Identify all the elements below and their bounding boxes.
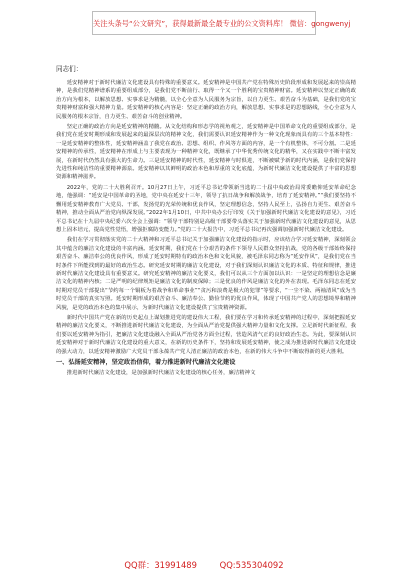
document-body [56, 64, 356, 540]
paragraph: 推进新时代廉洁文化建设，是加强新时代廉洁文化建设的核心任务，廉洁精神文 [66, 370, 256, 376]
paragraph: 2022年，党的二十大胜利召开。10月27日上午，习近平总书记带领新当选的二十届中央政治局常委瞻仰延安革命纪念地，他强调：“延安是中国革命的圣地，党中央在延安十三年，领导了抗日战争和解放战争，培育了延安精神。”“我们要坚持不懈用延安精神教育广大党员、干部，发扬党的光荣传统和优良作风，坚定理想信念，坚持人民至上，弘扬自力更生、艰苦奋斗精神，推动全面从严治党向纵深发展。”2022年1月10日，中共中央办公厅印发《关于加强新时代廉洁文化建设的意见》，习近平总书记在十九届中央纪委六次全会上强调：“领导干部特别是高级干部要带头落实关于加强新时代廉洁文化建设的意见，从思想上固本培元，提高党性觉悟，增强拒腐防变能力。”党的二十大报告中，习近平总书记再次强调加强新时代廉洁文化建设。 [56, 184, 356, 233]
paragraph: 延安精神对于新时代廉洁文化建设具有特殊的重要意义。延安精神是中国共产党在特殊历史阶段形成和发展起来的崇高精神，是我们党精神谱系的重要组成部分，是我们党不断前行、取得一个又一个胜利的宝贵精神财富。延安精神以坚定正确的政治方向为根本，以解放思想、实事求是为精髓，以全心全意为人民服务为宗旨，以自力更生、艰苦奋斗为基础，是我们党的宝贵精神财富和强大精神力量。延安精神的核心内容是：坚定正确的政治方向，解放思想、实事求是的思想路线，全心全意为人民服务的根本宗旨，自力更生、艰苦奋斗的创业精神。 [56, 80, 356, 120]
greeting: 同志们： [56, 65, 83, 73]
qq-group-number: QQ群：31991489 [124, 560, 197, 570]
qq-number: QQ:535304092 [219, 560, 284, 570]
contact-footer [0, 556, 408, 574]
section-heading: 一、弘扬延安精神，坚定政治信仰，着力推进新时代廉洁文化建设 [56, 359, 236, 366]
promo-banner: 关注头条号“公文研究”，获得最新最全最专业的公文资料库！ 微信：gongwenyj [92, 11, 316, 35]
paragraph: 坚定正确的政治方向是延安精神的精髓。从文化结构和形态学的视角观之，延安精神是中国革命文化的重要组成部分，是我们党在延安时期形成和发展起来的最深层次的精神文化，我们需要认识延安精神作为一种文化现象而具有的三个基本特性：一是延安精神的整体性，延安精神涵盖了我党在政治、思想、组织、作风等方面的内容，是一个有机整体，不可分割。二是延安精神的传承性，延安精神在形成上与主要表现为一种精神文化，既继承了中华优秀传统文化的精华，又在实践中不断丰富发展，在新时代仍然具有强大的生命力。三是延安精神的时代性，延安精神与时俱进，不断被赋予新的时代内涵，是我们党保持先进性和纯洁性的重要精神源泉。延安精神以其鲜明的政治本色和厚重的文化底蕴，为新时代廉洁文化建设提供了丰富的思想资源和精神滋养。 [56, 124, 356, 181]
paragraph: 新时代中国共产党在新的历史起点上谋划推进党的建设伟大工程，我们要在学习和传承延安精神的过程中，深刻把握延安精神的廉洁文化要义，不断推进新时代廉洁文化建设，为全面从严治党提供强大精神力量和文化支撑。立足新时代新征程，我们要以延安精神为指引，把廉洁文化建设融入全面从严治党各方面全过程，营造风清气正的良好政治生态。为此，要深刻认识延安精神对于新时代廉洁文化建设的重大意义，在新的历史条件下，坚持和发展延安精神，使之成为推进新时代廉洁文化建设的强大动力，以延安精神激励广大党员干部永葆共产党人清正廉洁的政治本色，在新的伟大斗争中不断取得新的更大胜利。 [56, 314, 356, 355]
paragraph: 我们在学习贯彻落实党的二十大精神和习近平总书记关于加强廉洁文化建设的指示时，应该结合学习延安精神，深刻领会其中蕴含的廉洁文化建设的丰富内涵。延安时期，我们党在十分艰苦的条件下领导人民群众坚持抗战，党的各级干部始终保持艰苦奋斗、廉洁奉公的优良作风，形成了延安时期特有的政治本色和文化风貌，被毛泽东同志称为“延安作风”，是我们党在当时条件下所能找到的最好的政治生态。研究延安时期的廉洁文化建设，对于我们深刻认识廉洁文化的本质、特征和规律，推进新时代廉洁文化建设具有重要意义。研究延安精神的廉洁文化要义，我们可以从三个方面加以认识：一是坚定的理想信念是廉洁文化的精神内核；二是严明的纪律规矩是廉洁文化的制度保障；三是优良的作风是廉洁文化的外在表现。毛泽东同志在延安时期对党员干部提出“节约每一个铜板为着战争和革命事业”“贪污和浪费是极大的犯罪”等要求，“一尘不染、两袖清风”成为当时党员干部的真实写照。延安时期形成的艰苦奋斗、廉洁奉公、勤俭节约的优良作风，体现了中国共产党人的思想境界和精神风貌，是党的政治本色的集中展示，为新时代廉洁文化建设提供了宝贵精神资源。 [56, 237, 356, 311]
